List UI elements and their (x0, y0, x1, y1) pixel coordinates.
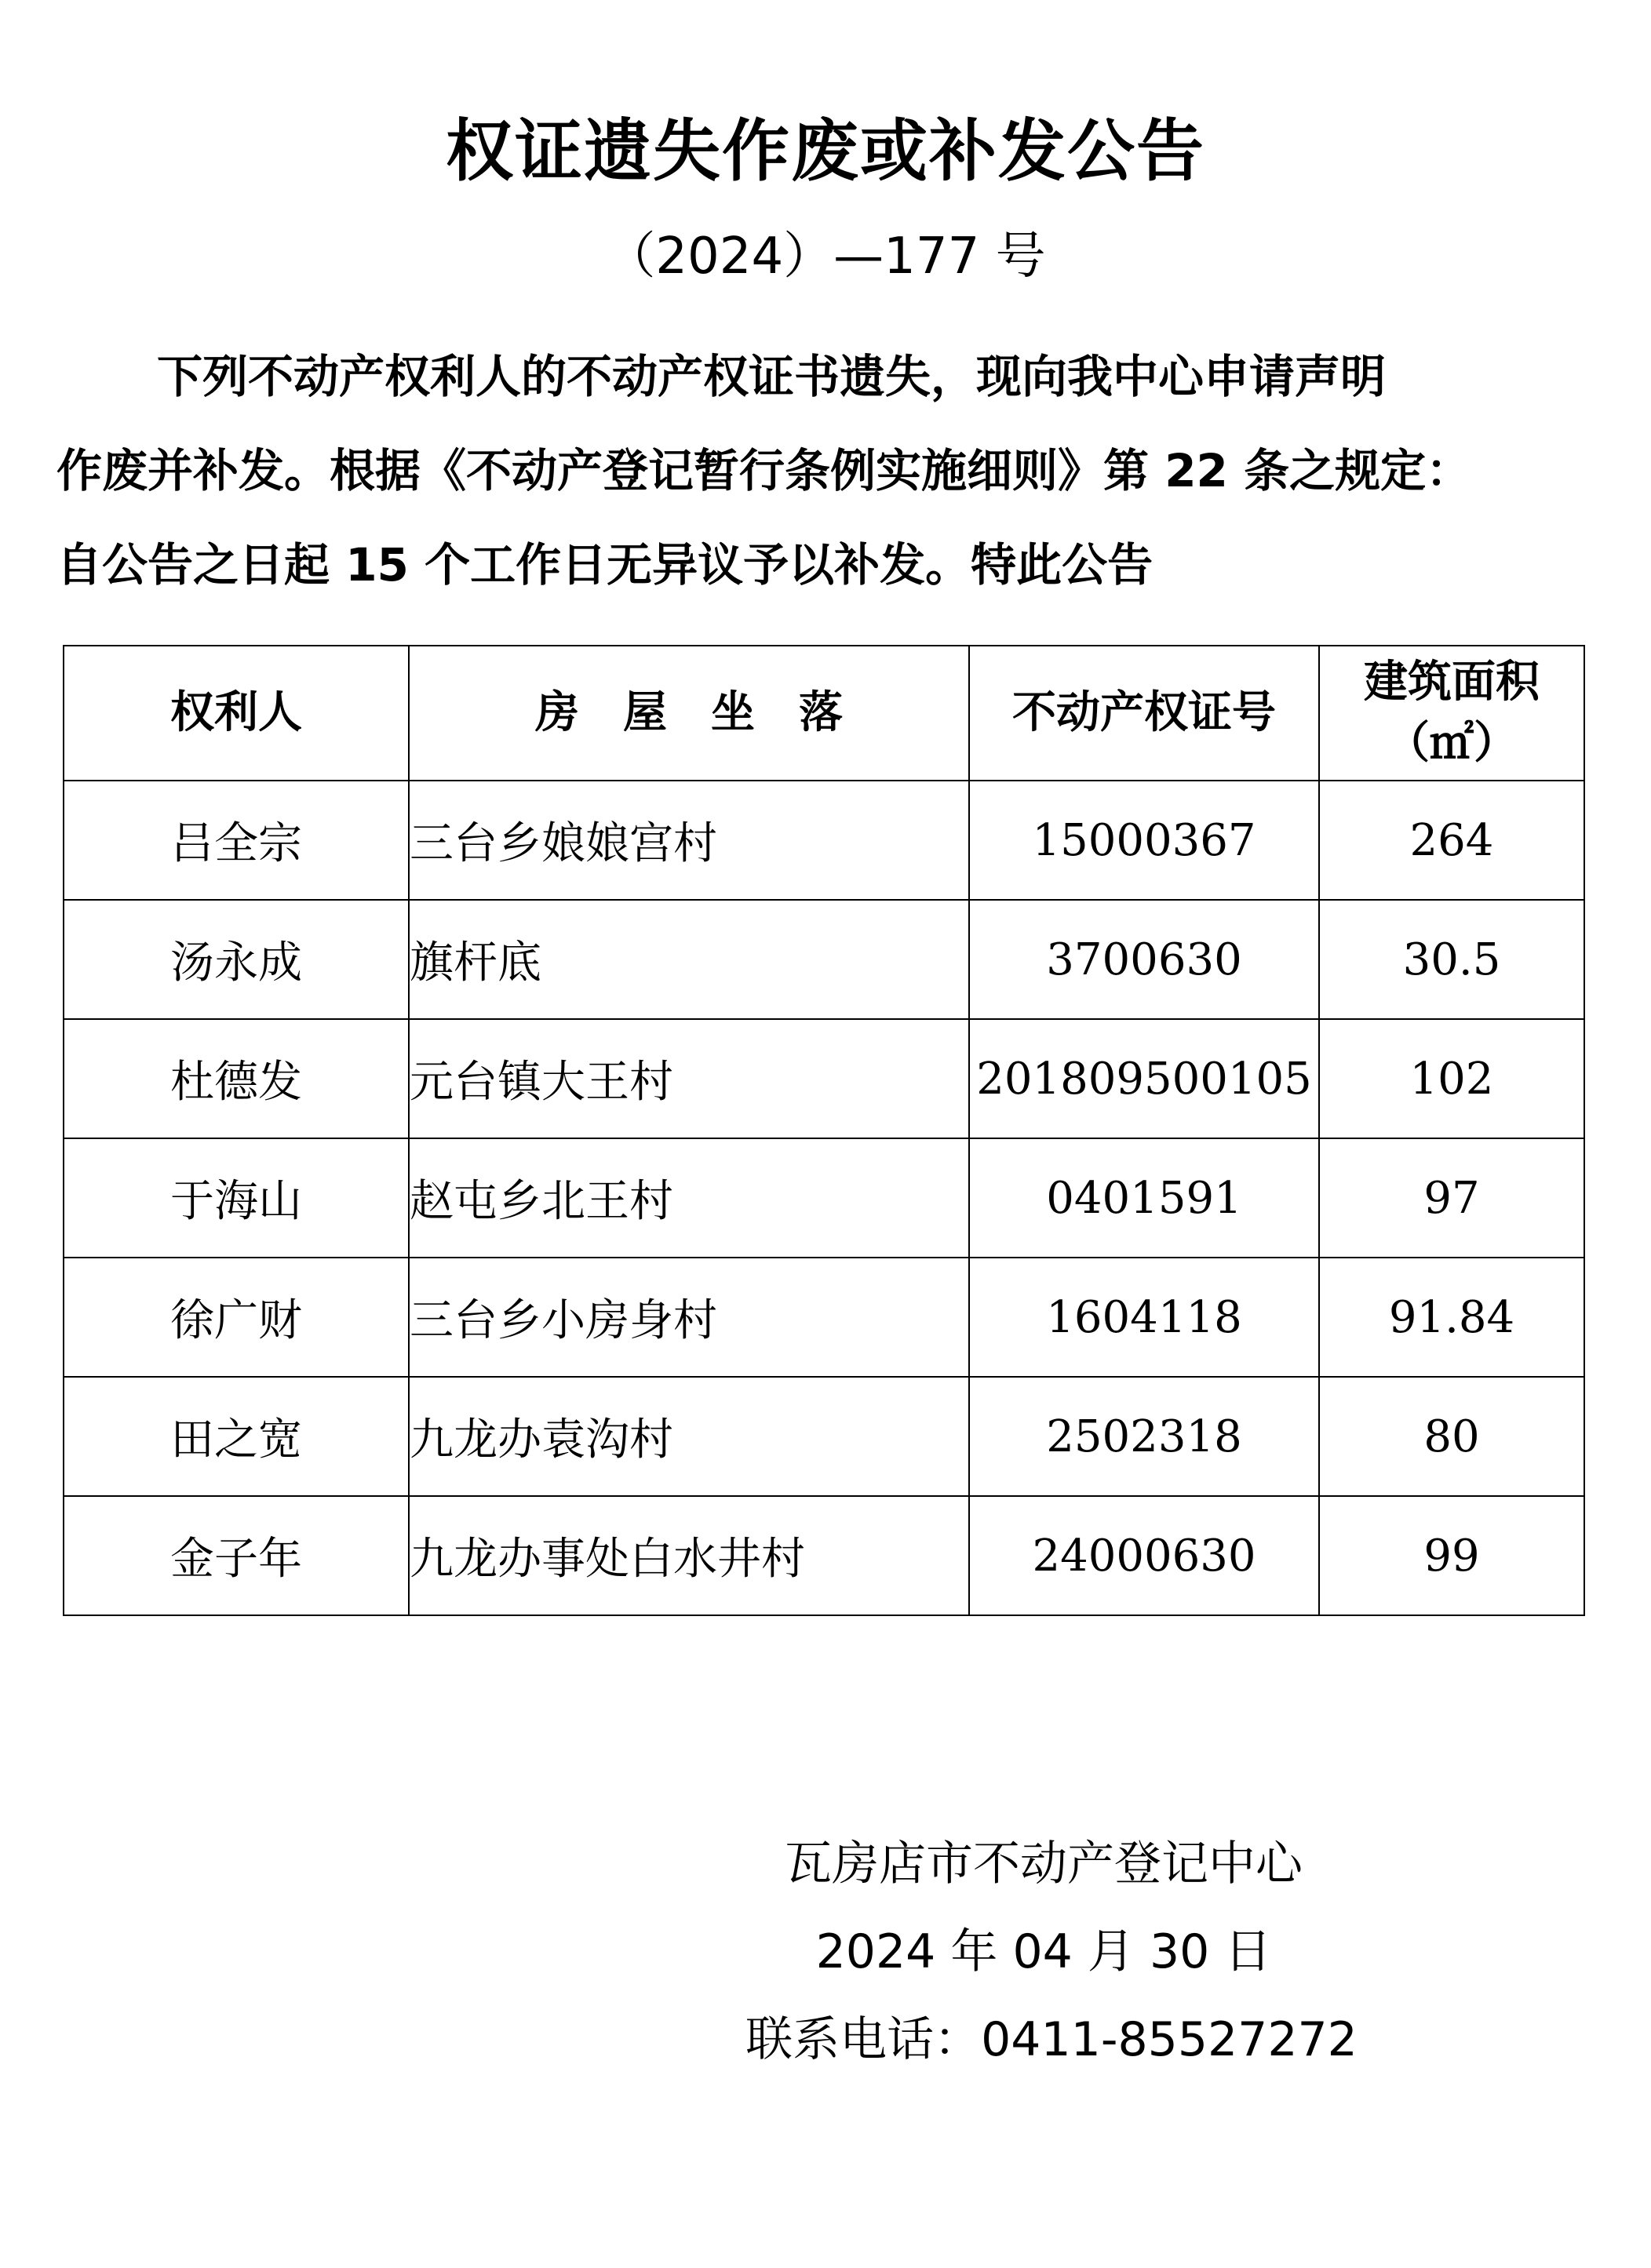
header-area (1319, 646, 1584, 781)
header-area-label: 建筑面积 (1364, 657, 1540, 708)
cell-location: 元台镇大王村 (409, 1019, 969, 1138)
cell-location: 旗杆底 (409, 900, 969, 1019)
intro-line-1: 下列不动产权利人的不动产权证书遗失，现向我中心申请声明 (157, 350, 1387, 403)
cell-cert-no: 24000630 (969, 1496, 1319, 1615)
intro-line-3: 自公告之日起 15 个工作日无异议予以补发。特此公告 (56, 538, 1154, 592)
table-header-row (64, 646, 1584, 781)
cell-cert-no: 2502318 (969, 1377, 1319, 1496)
intro-line-2: 作废并补发。根据《不动产登记暂行条例实施细则》第 22 条之规定： (56, 444, 1472, 497)
table-row (64, 900, 1584, 1019)
cell-holder: 杜德发 (64, 1019, 409, 1138)
cell-holder: 田之宽 (64, 1377, 409, 1496)
cell-cert-no: 15000367 (969, 781, 1319, 900)
header-area-unit: （㎡） (1386, 718, 1518, 769)
cell-area: 99 (1319, 1496, 1584, 1615)
cell-holder: 汤永成 (64, 900, 409, 1019)
table-row (64, 781, 1584, 900)
issue-date: 2024 年 04 月 30 日 (815, 1924, 1272, 1979)
cell-cert-no: 1604118 (969, 1258, 1319, 1377)
cell-location: 赵屯乡北王村 (409, 1138, 969, 1258)
cell-cert-no: 3700630 (969, 900, 1319, 1019)
cell-location: 九龙办袁沟村 (409, 1377, 969, 1496)
table-row (64, 1496, 1584, 1615)
cell-area: 80 (1319, 1377, 1584, 1496)
document-number: （2024）—177 号 (605, 228, 1046, 286)
cell-location: 九龙办事处白水井村 (409, 1496, 969, 1615)
cell-holder: 于海山 (64, 1138, 409, 1258)
table-row (64, 1019, 1584, 1138)
notice-footer (691, 1820, 1397, 2084)
contact-phone: 联系电话：0411-85527272 (745, 2012, 1358, 2067)
issuer-name: 瓦房店市不动产登记中心 (785, 1837, 1303, 1891)
header-location: 房 屋 坐 落 (409, 646, 969, 781)
cell-holder: 徐广财 (64, 1258, 409, 1377)
table-row (64, 1138, 1584, 1258)
cell-cert-no: 0401591 (969, 1138, 1319, 1258)
intro-paragraph (56, 329, 1595, 612)
cell-cert-no: 201809500105 (969, 1019, 1319, 1138)
cell-location: 三台乡小房身村 (409, 1258, 969, 1377)
table-row (64, 1258, 1584, 1377)
header-holder: 权利人 (64, 646, 409, 781)
cell-area: 264 (1319, 781, 1584, 900)
cell-holder: 吕全宗 (64, 781, 409, 900)
table-row (64, 1377, 1584, 1496)
cell-area: 30.5 (1319, 900, 1584, 1019)
cell-area: 102 (1319, 1019, 1584, 1138)
cell-holder: 金子年 (64, 1496, 409, 1615)
cell-area: 97 (1319, 1138, 1584, 1258)
cell-area: 91.84 (1319, 1258, 1584, 1377)
lost-certificate-table (63, 645, 1585, 1616)
cell-location: 三台乡娘娘宫村 (409, 781, 969, 900)
header-cert-no: 不动产权证号 (969, 646, 1319, 781)
notice-title: 权证遗失作废或补发公告 (446, 112, 1205, 191)
